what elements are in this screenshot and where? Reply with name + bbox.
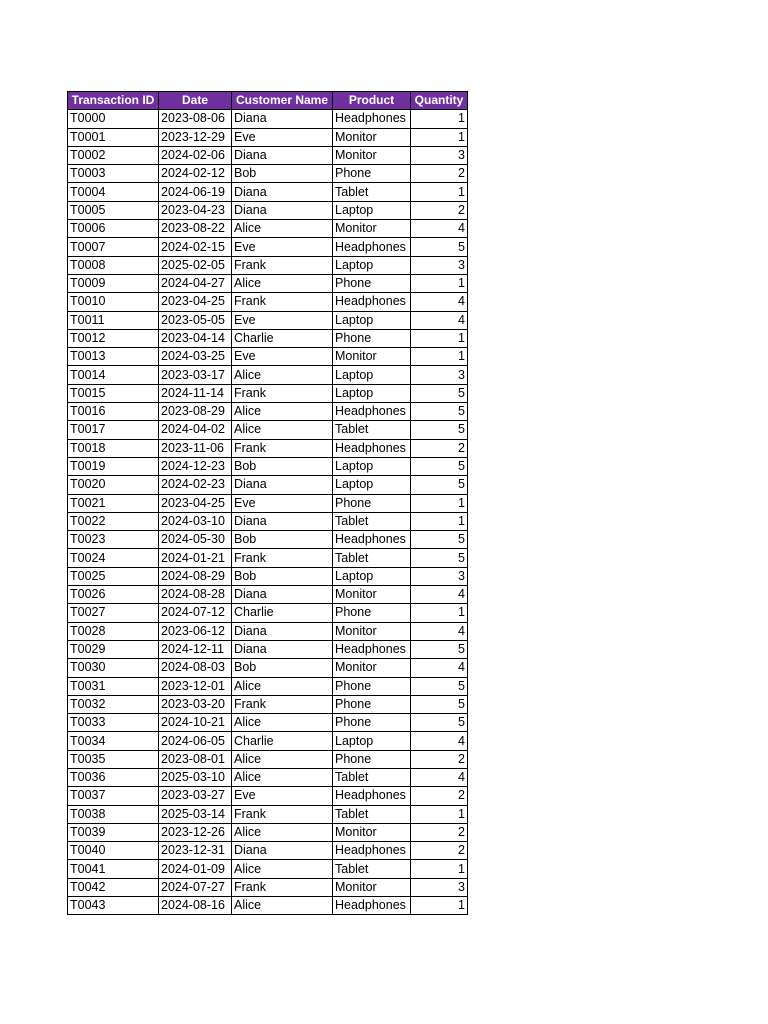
transaction-id-cell[interactable]: T0010 [68,293,159,311]
date-cell[interactable]: 2024-08-29 [159,567,232,585]
quantity-cell[interactable]: 1 [411,860,468,878]
quantity-cell[interactable]: 3 [411,567,468,585]
customer-name-cell[interactable]: Frank [232,878,333,896]
table-row [68,622,468,640]
quantity-cell[interactable]: 4 [411,586,468,604]
quantity-cell[interactable]: 4 [411,659,468,677]
date-cell[interactable]: 2024-02-12 [159,165,232,183]
date-cell[interactable]: 2024-08-16 [159,897,232,915]
customer-name-cell[interactable]: Diana [232,512,333,530]
table-row [68,329,468,347]
product-cell[interactable]: Phone [333,494,411,512]
transaction-id-cell[interactable]: T0002 [68,146,159,164]
customer-name-cell[interactable]: Frank [232,384,333,402]
table-row [68,823,468,841]
quantity-cell[interactable]: 1 [411,897,468,915]
date-cell[interactable]: 2023-08-22 [159,220,232,238]
customer-name-cell[interactable]: Diana [232,183,333,201]
quantity-cell[interactable]: 5 [411,677,468,695]
customer-name-cell[interactable]: Alice [232,366,333,384]
quantity-cell[interactable]: 5 [411,238,468,256]
quantity-cell[interactable]: 1 [411,329,468,347]
quantity-cell[interactable]: 1 [411,348,468,366]
header-customer-name[interactable]: Customer Name [232,92,333,110]
date-cell[interactable]: 2023-04-23 [159,201,232,219]
table-row [68,860,468,878]
customer-name-cell[interactable]: Bob [232,659,333,677]
transaction-id-cell[interactable]: T0014 [68,366,159,384]
customer-name-cell[interactable]: Diana [232,110,333,128]
date-cell[interactable]: 2024-01-21 [159,549,232,567]
quantity-cell[interactable]: 4 [411,622,468,640]
customer-name-cell[interactable]: Alice [232,421,333,439]
transaction-id-cell[interactable]: T0008 [68,256,159,274]
transaction-id-cell[interactable]: T0040 [68,842,159,860]
quantity-cell[interactable]: 1 [411,805,468,823]
table-row [68,768,468,786]
customer-name-cell[interactable]: Bob [232,457,333,475]
customer-name-cell[interactable]: Frank [232,293,333,311]
quantity-cell[interactable]: 5 [411,640,468,658]
table-row [68,457,468,475]
table-row [68,567,468,585]
table-row [68,732,468,750]
product-cell[interactable]: Headphones [333,531,411,549]
customer-name-cell[interactable]: Bob [232,567,333,585]
product-cell[interactable]: Laptop [333,384,411,402]
date-cell[interactable]: 2024-03-25 [159,348,232,366]
table-row [68,348,468,366]
table-row [68,677,468,695]
transaction-id-cell[interactable]: T0016 [68,403,159,421]
date-cell[interactable]: 2024-06-19 [159,183,232,201]
table-row [68,366,468,384]
table-row [68,439,468,457]
product-cell[interactable]: Headphones [333,897,411,915]
customer-name-cell[interactable]: Alice [232,220,333,238]
date-cell[interactable]: 2023-12-26 [159,823,232,841]
product-cell[interactable]: Laptop [333,476,411,494]
customer-name-cell[interactable]: Diana [232,586,333,604]
quantity-cell[interactable]: 1 [411,128,468,146]
quantity-cell[interactable]: 5 [411,403,468,421]
table-row [68,421,468,439]
product-cell[interactable]: Headphones [333,787,411,805]
date-cell[interactable]: 2023-04-25 [159,293,232,311]
table-row [68,274,468,292]
quantity-cell[interactable]: 4 [411,732,468,750]
table-row [68,586,468,604]
date-cell[interactable]: 2024-02-23 [159,476,232,494]
transaction-id-cell[interactable]: T0023 [68,531,159,549]
product-cell[interactable]: Monitor [333,622,411,640]
transaction-id-cell[interactable]: T0029 [68,640,159,658]
transaction-id-cell[interactable]: T0024 [68,549,159,567]
quantity-cell[interactable]: 2 [411,165,468,183]
product-cell[interactable]: Tablet [333,860,411,878]
table-row [68,805,468,823]
quantity-cell[interactable]: 5 [411,549,468,567]
table-row [68,146,468,164]
customer-name-cell[interactable]: Frank [232,256,333,274]
product-cell[interactable]: Phone [333,714,411,732]
customer-name-cell[interactable]: Charlie [232,732,333,750]
transaction-id-cell[interactable]: T0035 [68,750,159,768]
quantity-cell[interactable]: 4 [411,311,468,329]
quantity-cell[interactable]: 3 [411,878,468,896]
date-cell[interactable]: 2024-03-10 [159,512,232,530]
customer-name-cell[interactable]: Charlie [232,604,333,622]
transaction-id-cell[interactable]: T0017 [68,421,159,439]
date-cell[interactable]: 2024-02-15 [159,238,232,256]
transaction-id-cell[interactable]: T0030 [68,659,159,677]
table-row [68,110,468,128]
customer-name-cell[interactable]: Alice [232,768,333,786]
product-cell[interactable]: Monitor [333,659,411,677]
table-row [68,842,468,860]
transaction-id-cell[interactable]: T0041 [68,860,159,878]
product-cell[interactable]: Laptop [333,567,411,585]
table-row [68,878,468,896]
table-row [68,787,468,805]
quantity-cell[interactable]: 5 [411,695,468,713]
product-cell[interactable]: Headphones [333,439,411,457]
customer-name-cell[interactable]: Frank [232,805,333,823]
date-cell[interactable]: 2023-04-25 [159,494,232,512]
quantity-cell[interactable]: 1 [411,494,468,512]
customer-name-cell[interactable]: Alice [232,274,333,292]
table-row [68,512,468,530]
product-cell[interactable]: Laptop [333,366,411,384]
transaction-id-cell[interactable]: T0018 [68,439,159,457]
header-product[interactable]: Product [333,92,411,110]
date-cell[interactable]: 2025-02-05 [159,256,232,274]
date-cell[interactable]: 2023-05-05 [159,311,232,329]
quantity-cell[interactable]: 4 [411,220,468,238]
quantity-cell[interactable]: 2 [411,823,468,841]
date-cell[interactable]: 2024-01-09 [159,860,232,878]
product-cell[interactable]: Phone [333,750,411,768]
product-cell[interactable]: Headphones [333,293,411,311]
transaction-id-cell[interactable]: T0038 [68,805,159,823]
header-transaction-id[interactable]: Transaction ID [68,92,159,110]
transaction-id-cell[interactable]: T0036 [68,768,159,786]
date-cell[interactable]: 2023-03-27 [159,787,232,805]
product-cell[interactable]: Tablet [333,183,411,201]
table-row [68,384,468,402]
table-row [68,695,468,713]
customer-name-cell[interactable]: Alice [232,823,333,841]
product-cell[interactable]: Monitor [333,878,411,896]
transaction-id-cell[interactable]: T0033 [68,714,159,732]
table-row [68,750,468,768]
date-cell[interactable]: 2024-02-06 [159,146,232,164]
customer-name-cell[interactable]: Bob [232,165,333,183]
product-cell[interactable]: Laptop [333,201,411,219]
table-row [68,604,468,622]
table-row [68,659,468,677]
date-cell[interactable]: 2023-04-14 [159,329,232,347]
date-cell[interactable]: 2024-07-12 [159,604,232,622]
transaction-id-cell[interactable]: T0003 [68,165,159,183]
quantity-cell[interactable]: 1 [411,604,468,622]
date-cell[interactable]: 2023-12-01 [159,677,232,695]
quantity-cell[interactable]: 2 [411,201,468,219]
table-body [68,110,468,915]
transaction-id-cell[interactable]: T0025 [68,567,159,585]
date-cell[interactable]: 2024-08-28 [159,586,232,604]
quantity-cell[interactable]: 2 [411,439,468,457]
product-cell[interactable]: Headphones [333,842,411,860]
customer-name-cell[interactable]: Frank [232,695,333,713]
quantity-cell[interactable]: 3 [411,146,468,164]
customer-name-cell[interactable]: Diana [232,640,333,658]
date-cell[interactable]: 2024-08-03 [159,659,232,677]
date-cell[interactable]: 2024-04-27 [159,274,232,292]
customer-name-cell[interactable]: Eve [232,128,333,146]
table-row [68,256,468,274]
product-cell[interactable]: Monitor [333,586,411,604]
customer-name-cell[interactable]: Alice [232,750,333,768]
header-quantity[interactable]: Quantity [411,92,468,110]
product-cell[interactable]: Headphones [333,403,411,421]
product-cell[interactable]: Phone [333,695,411,713]
table-row [68,403,468,421]
transaction-id-cell[interactable]: T0013 [68,348,159,366]
date-cell[interactable]: 2023-08-01 [159,750,232,768]
date-cell[interactable]: 2024-11-14 [159,384,232,402]
date-cell[interactable]: 2024-04-02 [159,421,232,439]
transaction-id-cell[interactable]: T0027 [68,604,159,622]
customer-name-cell[interactable]: Diana [232,622,333,640]
customer-name-cell[interactable]: Eve [232,787,333,805]
transaction-id-cell[interactable]: T0019 [68,457,159,475]
product-cell[interactable]: Tablet [333,805,411,823]
product-cell[interactable]: Headphones [333,110,411,128]
transaction-id-cell[interactable]: T0022 [68,512,159,530]
customer-name-cell[interactable]: Eve [232,311,333,329]
product-cell[interactable]: Tablet [333,512,411,530]
product-cell[interactable]: Laptop [333,732,411,750]
transaction-id-cell[interactable]: T0004 [68,183,159,201]
product-cell[interactable]: Tablet [333,421,411,439]
product-cell[interactable]: Monitor [333,220,411,238]
product-cell[interactable]: Headphones [333,640,411,658]
table-row [68,494,468,512]
date-cell[interactable]: 2023-12-31 [159,842,232,860]
date-cell[interactable]: 2023-06-12 [159,622,232,640]
transaction-id-cell[interactable]: T0007 [68,238,159,256]
quantity-cell[interactable]: 4 [411,293,468,311]
customer-name-cell[interactable]: Eve [232,348,333,366]
transaction-id-cell[interactable]: T0032 [68,695,159,713]
transaction-id-cell[interactable]: T0028 [68,622,159,640]
transaction-id-cell[interactable]: T0005 [68,201,159,219]
quantity-cell[interactable]: 1 [411,274,468,292]
transaction-id-cell[interactable]: T0001 [68,128,159,146]
customer-name-cell[interactable]: Alice [232,677,333,695]
quantity-cell[interactable]: 2 [411,842,468,860]
quantity-cell[interactable]: 1 [411,183,468,201]
table-row [68,293,468,311]
product-cell[interactable]: Phone [333,165,411,183]
date-cell[interactable]: 2023-08-06 [159,110,232,128]
customer-name-cell[interactable]: Diana [232,201,333,219]
date-cell[interactable]: 2024-12-23 [159,457,232,475]
customer-name-cell[interactable]: Alice [232,897,333,915]
product-cell[interactable]: Laptop [333,311,411,329]
quantity-cell[interactable]: 3 [411,256,468,274]
date-cell[interactable]: 2023-11-06 [159,439,232,457]
quantity-cell[interactable]: 5 [411,457,468,475]
customer-name-cell[interactable]: Alice [232,860,333,878]
header-date[interactable]: Date [159,92,232,110]
product-cell[interactable]: Phone [333,329,411,347]
transaction-id-cell[interactable]: T0006 [68,220,159,238]
transaction-id-cell[interactable]: T0034 [68,732,159,750]
date-cell[interactable]: 2025-03-14 [159,805,232,823]
table-row [68,201,468,219]
product-cell[interactable]: Phone [333,677,411,695]
table-row [68,897,468,915]
table-row [68,165,468,183]
table-row [68,238,468,256]
date-cell[interactable]: 2023-03-20 [159,695,232,713]
customer-name-cell[interactable]: Bob [232,531,333,549]
product-cell[interactable]: Monitor [333,348,411,366]
customer-name-cell[interactable]: Charlie [232,329,333,347]
quantity-cell[interactable]: 5 [411,421,468,439]
product-cell[interactable]: Monitor [333,128,411,146]
table-row [68,549,468,567]
product-cell[interactable]: Tablet [333,768,411,786]
product-cell[interactable]: Laptop [333,256,411,274]
date-cell[interactable]: 2024-07-27 [159,878,232,896]
quantity-cell[interactable]: 5 [411,476,468,494]
date-cell[interactable]: 2023-08-29 [159,403,232,421]
table-row [68,476,468,494]
date-cell[interactable]: 2024-06-05 [159,732,232,750]
customer-name-cell[interactable]: Frank [232,549,333,567]
quantity-cell[interactable]: 4 [411,768,468,786]
customer-name-cell[interactable]: Diana [232,476,333,494]
header-row [68,92,468,110]
transaction-id-cell[interactable]: T0020 [68,476,159,494]
transaction-id-cell[interactable]: T0000 [68,110,159,128]
customer-name-cell[interactable]: Alice [232,403,333,421]
table-row [68,311,468,329]
transaction-id-cell[interactable]: T0012 [68,329,159,347]
transaction-id-cell[interactable]: T0043 [68,897,159,915]
date-cell[interactable]: 2023-03-17 [159,366,232,384]
customer-name-cell[interactable]: Alice [232,714,333,732]
table-row [68,531,468,549]
customer-name-cell[interactable]: Eve [232,238,333,256]
customer-name-cell[interactable]: Frank [232,439,333,457]
customer-name-cell[interactable]: Diana [232,842,333,860]
product-cell[interactable]: Monitor [333,823,411,841]
date-cell[interactable]: 2023-12-29 [159,128,232,146]
product-cell[interactable]: Phone [333,604,411,622]
quantity-cell[interactable]: 3 [411,366,468,384]
date-cell[interactable]: 2024-12-11 [159,640,232,658]
table-row [68,220,468,238]
transactions-table [67,91,468,915]
transaction-id-cell[interactable]: T0015 [68,384,159,402]
date-cell[interactable]: 2025-03-10 [159,768,232,786]
transaction-id-cell[interactable]: T0026 [68,586,159,604]
date-cell[interactable]: 2024-05-30 [159,531,232,549]
quantity-cell[interactable]: 1 [411,110,468,128]
quantity-cell[interactable]: 2 [411,750,468,768]
transaction-id-cell[interactable]: T0009 [68,274,159,292]
product-cell[interactable]: Phone [333,274,411,292]
product-cell[interactable]: Tablet [333,549,411,567]
product-cell[interactable]: Monitor [333,146,411,164]
quantity-cell[interactable]: 2 [411,787,468,805]
transaction-id-cell[interactable]: T0042 [68,878,159,896]
transaction-id-cell[interactable]: T0039 [68,823,159,841]
quantity-cell[interactable]: 1 [411,512,468,530]
quantity-cell[interactable]: 5 [411,714,468,732]
date-cell[interactable]: 2024-10-21 [159,714,232,732]
transaction-id-cell[interactable]: T0021 [68,494,159,512]
table-row [68,640,468,658]
table-row [68,714,468,732]
quantity-cell[interactable]: 5 [411,384,468,402]
product-cell[interactable]: Laptop [333,457,411,475]
quantity-cell[interactable]: 5 [411,531,468,549]
table-row [68,128,468,146]
product-cell[interactable]: Headphones [333,238,411,256]
table-row [68,183,468,201]
customer-name-cell[interactable]: Diana [232,146,333,164]
customer-name-cell[interactable]: Eve [232,494,333,512]
transaction-id-cell[interactable]: T0011 [68,311,159,329]
transaction-id-cell[interactable]: T0031 [68,677,159,695]
transaction-id-cell[interactable]: T0037 [68,787,159,805]
